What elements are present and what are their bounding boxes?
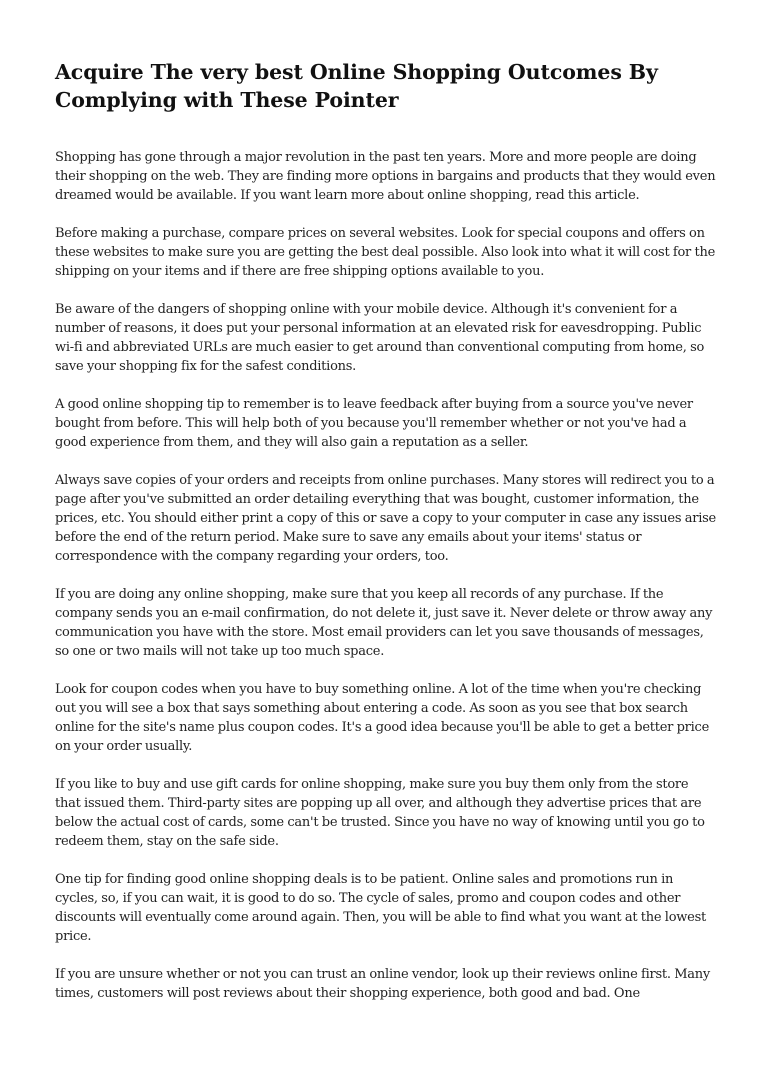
paragraph-5: Always save copies of your orders and receipts from online purchases. Many stores will redirect you to a page after you've submitted an order detailing everything that was bought, customer information, the prices, etc. You should either print a copy of this or save a copy to your computer in case any issues arise before the end of the return period. Make sure to save any emails about your items' status or correspondence with the company regarding your orders, too. <box>55 473 717 564</box>
paragraph-1: Shopping has gone through a major revolution in the past ten years. More and more people are doing their shopping on the web. They are finding more options in bargains and products that they would even dreamed would be available. If you want learn more about online shopping, read this article. <box>55 150 716 203</box>
document-title: Acquire The very best Online Shopping Outcomes By Complying with These Pointer <box>55 60 658 112</box>
paragraph-3: Be aware of the dangers of shopping online with your mobile device. Although it's convenient for a number of reasons, it does put your personal information at an elevated risk for eavesdropping. Public wi-fi and abbreviated URLs are much easier to get around than conventional computing from home, so save your shopping fix for the safest conditions. <box>55 302 705 374</box>
paragraph-7: Look for coupon codes when you have to buy something online. A lot of the time when you're checking out you will see a box that says something about entering a code. As soon as you see that box search online for the site's name plus coupon codes. It's a good idea because you'll be able to get a better price on your order usually. <box>55 682 710 754</box>
paragraph-10: If you are unsure whether or not you can trust an online vendor, look up their reviews online first. Many times, customers will post reviews about their shopping experience, both good and bad. One <box>55 967 711 1001</box>
paragraph-4: A good online shopping tip to remember is to leave feedback after buying from a source you've never bought from before. This will help both of you because you'll remember whether or not you've had a good experience from them, and they will also gain a reputation as a seller. <box>55 397 693 450</box>
paragraph-8: If you like to buy and use gift cards for online shopping, make sure you buy them only from the store that issued them. Third-party sites are popping up all over, and although they advertise prices that are below the actual cost of cards, some can't be trusted. Since you have no way of knowing until you go to redeem them, stay on the safe side. <box>55 777 705 849</box>
paragraph-2: Before making a purchase, compare prices on several websites. Look for special coupons and offers on these websites to make sure you are getting the best deal possible. Also look into what it will cost for the shipping on your items and if there are free shipping options available to you. <box>55 226 716 279</box>
paragraph-6: If you are doing any online shopping, make sure that you keep all records of any purchase. If the company sends you an e-mail confirmation, do not delete it, just save it. Never delete or throw away any communication you have with the store. Most email providers can let you save thousands of messages, so one or two mails will not take up too much space. <box>55 587 713 659</box>
paragraph-9: One tip for finding good online shopping deals is to be patient. Online sales and promotions run in cycles, so, if you can wait, it is good to do so. The cycle of sales, promo and coupon codes and other discounts will eventually come around again. Then, you will be able to find what you want at the lowest price. <box>55 872 707 944</box>
